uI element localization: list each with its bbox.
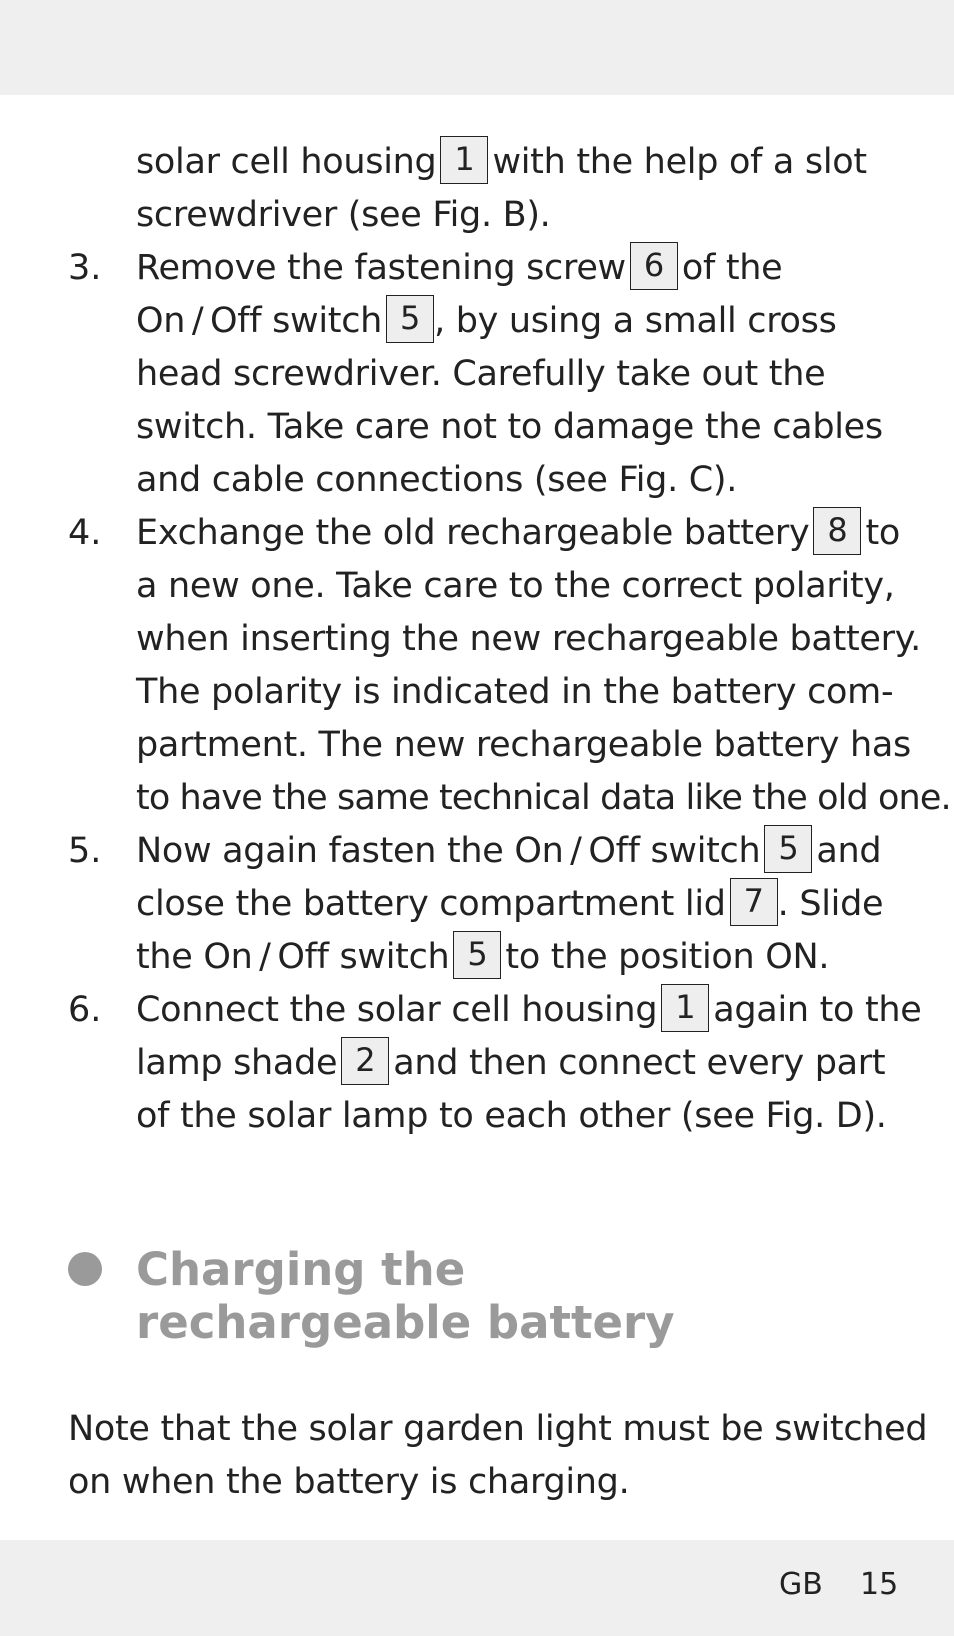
- step-4-line-1: [136, 507, 900, 560]
- text: to: [865, 513, 900, 553]
- part-reference: 7: [730, 878, 778, 926]
- step-2-line-2: screwdriver (see Fig. B).: [136, 195, 551, 235]
- footer-page-number: 15: [860, 1567, 899, 1602]
- step-5-line-2: [136, 878, 883, 931]
- step-4-number: 4.: [68, 513, 102, 553]
- text: Connect the solar cell housing: [136, 990, 658, 1030]
- text: solar cell housing: [136, 142, 437, 182]
- step-4-line-4: The polarity is indicated in the battery com-: [136, 672, 894, 712]
- part-reference: 5: [453, 931, 501, 979]
- text: Now again fasten the On / Off switch: [136, 831, 761, 871]
- step-2-line-1: [136, 136, 867, 189]
- part-reference: 6: [630, 242, 678, 290]
- section-heading-line-2: rechargeable battery: [136, 1296, 675, 1349]
- step-6-line-2: [136, 1037, 885, 1090]
- text: . Slide: [777, 884, 884, 924]
- step-5-line-1: [136, 825, 881, 878]
- text: again to the: [713, 990, 922, 1030]
- part-reference: 1: [440, 136, 488, 184]
- step-3-line-2: [136, 295, 837, 348]
- step-4-line-6: to have the same technical data like the old one.: [136, 778, 951, 818]
- text: Exchange the old rechargeable battery: [136, 513, 810, 553]
- part-reference: 2: [341, 1037, 389, 1085]
- text: with the help of a slot: [492, 142, 867, 182]
- step-6-line-3: of the solar lamp to each other (see Fig. D).: [136, 1096, 887, 1136]
- section-bullet-icon: [68, 1252, 102, 1286]
- text: the On / Off switch: [136, 937, 450, 977]
- step-3-line-3: head screwdriver. Carefully take out the: [136, 354, 826, 394]
- step-3-line-1: [136, 242, 782, 295]
- text: On / Off switch: [136, 301, 383, 341]
- step-3-line-5: and cable connections (see Fig. C).: [136, 460, 738, 500]
- footer-language: GB: [779, 1567, 823, 1602]
- step-4-line-5: partment. The new rechargeable battery has: [136, 725, 911, 765]
- step-5-number: 5.: [68, 831, 102, 871]
- text: lamp shade: [136, 1043, 338, 1083]
- part-reference: 5: [386, 295, 434, 343]
- note-line-2: on when the battery is charging.: [68, 1462, 630, 1502]
- step-3-line-4: switch. Take care not to damage the cables: [136, 407, 883, 447]
- part-reference: 5: [764, 825, 812, 873]
- step-3-number: 3.: [68, 248, 102, 288]
- note-line-1: Note that the solar garden light must be switched: [68, 1409, 928, 1449]
- text: and: [816, 831, 882, 871]
- step-4-line-3: when inserting the new rechargeable battery.: [136, 619, 921, 659]
- text: Remove the fastening screw: [136, 248, 626, 288]
- step-5-line-3: [136, 931, 829, 984]
- text: to the position ON.: [505, 937, 830, 977]
- text: close the battery compartment lid: [136, 884, 726, 924]
- text: of the: [681, 248, 783, 288]
- step-6-number: 6.: [68, 990, 102, 1030]
- text: and then connect every part: [393, 1043, 886, 1083]
- step-4-line-2: a new one. Take care to the correct polarity,: [136, 566, 895, 606]
- step-6-line-1: [136, 984, 921, 1037]
- top-margin-band: [0, 0, 954, 95]
- section-heading-line-1: Charging the: [136, 1243, 466, 1296]
- part-reference: 8: [813, 507, 861, 555]
- part-reference: 1: [661, 984, 709, 1032]
- text: , by using a small cross: [434, 301, 837, 341]
